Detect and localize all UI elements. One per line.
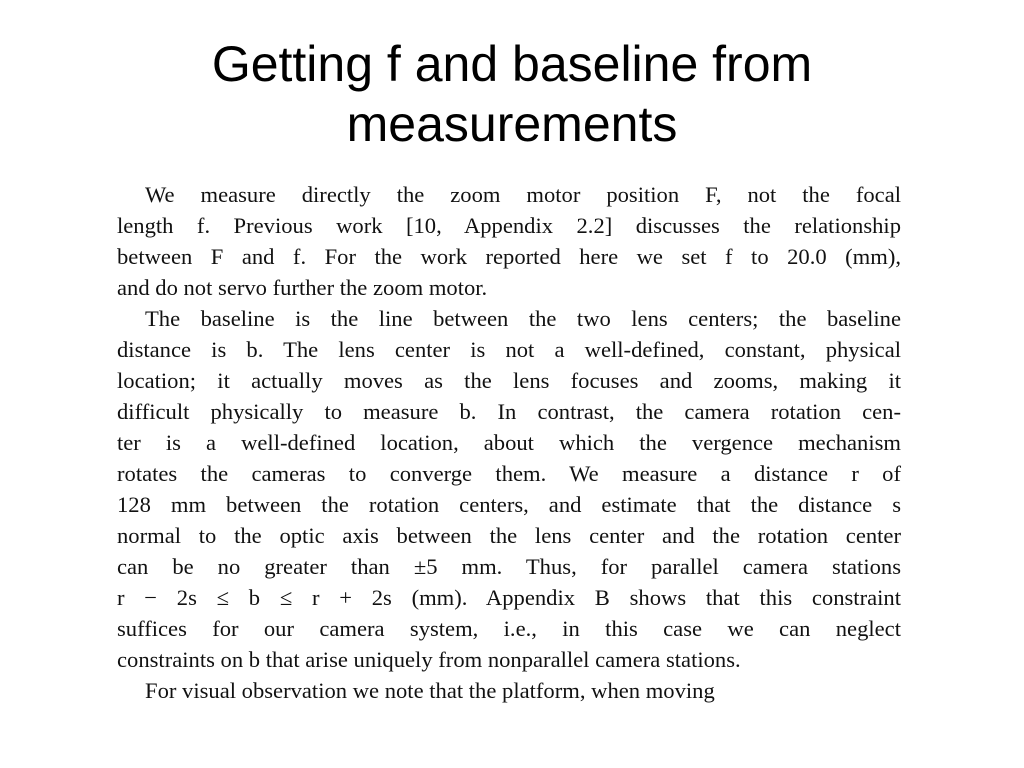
excerpt-line: difficult physically to measure b. In contrast, the camera rotation cen-	[117, 399, 901, 424]
excerpt-line: normal to the optic axis between the lens center and the rotation center	[117, 523, 901, 548]
excerpt-line: rotates the cameras to converge them. We measure a distance r of	[117, 461, 901, 486]
excerpt-line: suffices for our camera system, i.e., in this case we can neglect	[117, 616, 901, 641]
excerpt-line: can be no greater than ±5 mm. Thus, for parallel camera stations	[117, 554, 901, 579]
excerpt-line: The baseline is the line between the two lens centers; the baseline	[145, 306, 901, 331]
slide-title-line-2: measurements	[346, 96, 678, 152]
excerpt-line: constraints on b that arise uniquely from nonparallel camera stations.	[117, 647, 741, 672]
slide-title	[0, 34, 1024, 154]
excerpt-line: ter is a well-defined location, about which the vergence mechanism	[117, 430, 901, 455]
excerpt-line: distance is b. The lens center is not a well-defined, constant, physical	[117, 337, 901, 362]
excerpt-line: 128 mm between the rotation centers, and estimate that the distance s	[117, 492, 901, 517]
slide-title-line-1: Getting f and baseline from	[211, 36, 813, 92]
excerpt-line: r − 2s ≤ b ≤ r + 2s (mm). Appendix B shows that this constraint	[117, 585, 901, 610]
excerpt-text	[117, 179, 901, 706]
scanned-paper-excerpt	[112, 176, 904, 703]
excerpt-line: We measure directly the zoom motor position F, not the focal	[145, 182, 901, 207]
excerpt-line: location; it actually moves as the lens focuses and zooms, making it	[117, 368, 901, 393]
excerpt-line: length f. Previous work [10, Appendix 2.2] discusses the relationship	[117, 213, 901, 238]
excerpt-line: and do not servo further the zoom motor.	[117, 275, 488, 300]
excerpt-line: between F and f. For the work reported here we set f to 20.0 (mm),	[117, 244, 901, 269]
excerpt-line-cut-off: For visual observation we note that the platform, when moving	[145, 678, 715, 703]
